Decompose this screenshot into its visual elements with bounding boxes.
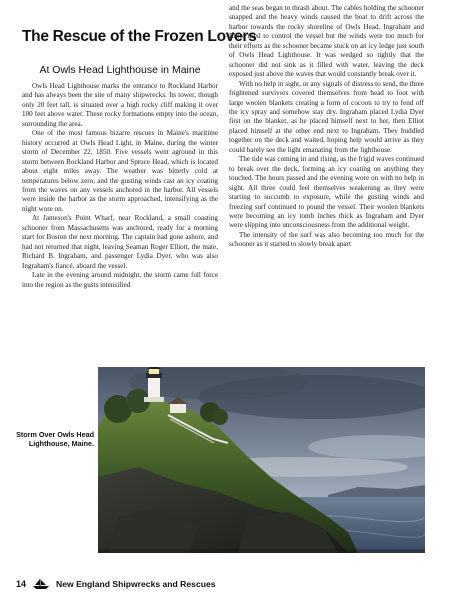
body-paragraph: One of the most famous bizarre rescues in Maine's maritime history occurred at Owls Head Light, in Maine, during the winter storm of December 22, 1850. Five vessels went aground in this storm between Rockland Harbor and Spruce Head, which is located about eight miles away. The weather was bitterly cold at temperatures below zero, and the gusting winds cast an icy coating from the waves on any vessels anchored in the harbor. All vessels were inside the harbor as the storm approached, intensifying as the night wore on. [22,129,218,213]
page-number: 14 [16,579,27,589]
lighthouse-photo [98,367,425,553]
ship-logo-icon [32,578,50,590]
body-paragraph: At Jameson's Point Wharf, near Rockland, a small coasting schooner from Massachusetts was anchored, ready for a morning start for Boston the next morning. The captain had gone ashore, and had not returned that night, leaving Seaman Roger Elliott, the mate, Richard B. Ingraham, and passenger Lydia Dyer, who was also Ingraham's fiancé, aboard the vessel. [22,214,218,270]
body-paragraph: With no help in sight, or any signals of distress to send, the three frightened survivors covered themselves from head to foot with large woolen blankets creating a form of cocoon to try to fend off the icy spray and somehow stay dry. Ingraham placed Lydia Dyer first on the blanket, as he placed himself next to her, then Elliot placed himself at the other end next to Ingraham. They huddled together on the deck and waited, hoping help would arrive as they could barely see the light emanating from the lighthouse. [229,79,424,154]
photo-caption: Storm Over Owls Head Lighthouse, Maine. [16,430,94,449]
body-paragraph: The tide was coming in and rising, as the frigid waves continued to break over the deck, forming an icy coating on anything they touched. The hours passed and the evening wore on with no help in sight. All three could feel themselves weakening as they were starting to succumb to exposure, while the gusting winds and freezing surf continued to pound the vessel. Their woolen blankets were becoming an icy tomb inches thick as Ingraham and Dyer were slipping into unconsciousness from the additional weight. [229,155,424,230]
article-subtitle: At Owls Head Lighthouse in Maine [39,64,201,76]
page-footer [16,577,216,591]
article-title: The Rescue of the Frozen Lovers [22,28,257,45]
right-column [229,4,424,250]
body-paragraph: Owls Head Lighthouse marks the entrance to Rockland Harbor and has always been the site of many shipwrecks. Its tower, though only 20 feet tall, is situated over a high rocky cliff making it over 100 feet above water. These rocky formations empty into the ocean, surrounding the area. [22,82,218,128]
body-paragraph: and the seas began to thrash about. The cables holding the schooner snapped and the heavy winds caused the boat to drift across the harbor towards the rocky shoreline of Owls Head. Ingraham and Elliot tried to control the vessel but the winds were too much for their efforts as the schooner became stuck on an icy ledge just south of Owls Head Lighthouse. It was wedged so tightly that the schooner did not sink as it filled with water, leaving the deck exposed just above the waves that would constantly break over it. [229,4,424,79]
body-paragraph: The intensity of the surf was also becoming too much for the schooner as it started to slowly break apart [229,230,424,249]
book-title: New England Shipwrecks and Rescues [56,579,216,589]
left-column [22,82,218,290]
body-paragraph: Late in the evening around midnight, the storm came full force into the region as the gusts intensified [22,271,218,289]
